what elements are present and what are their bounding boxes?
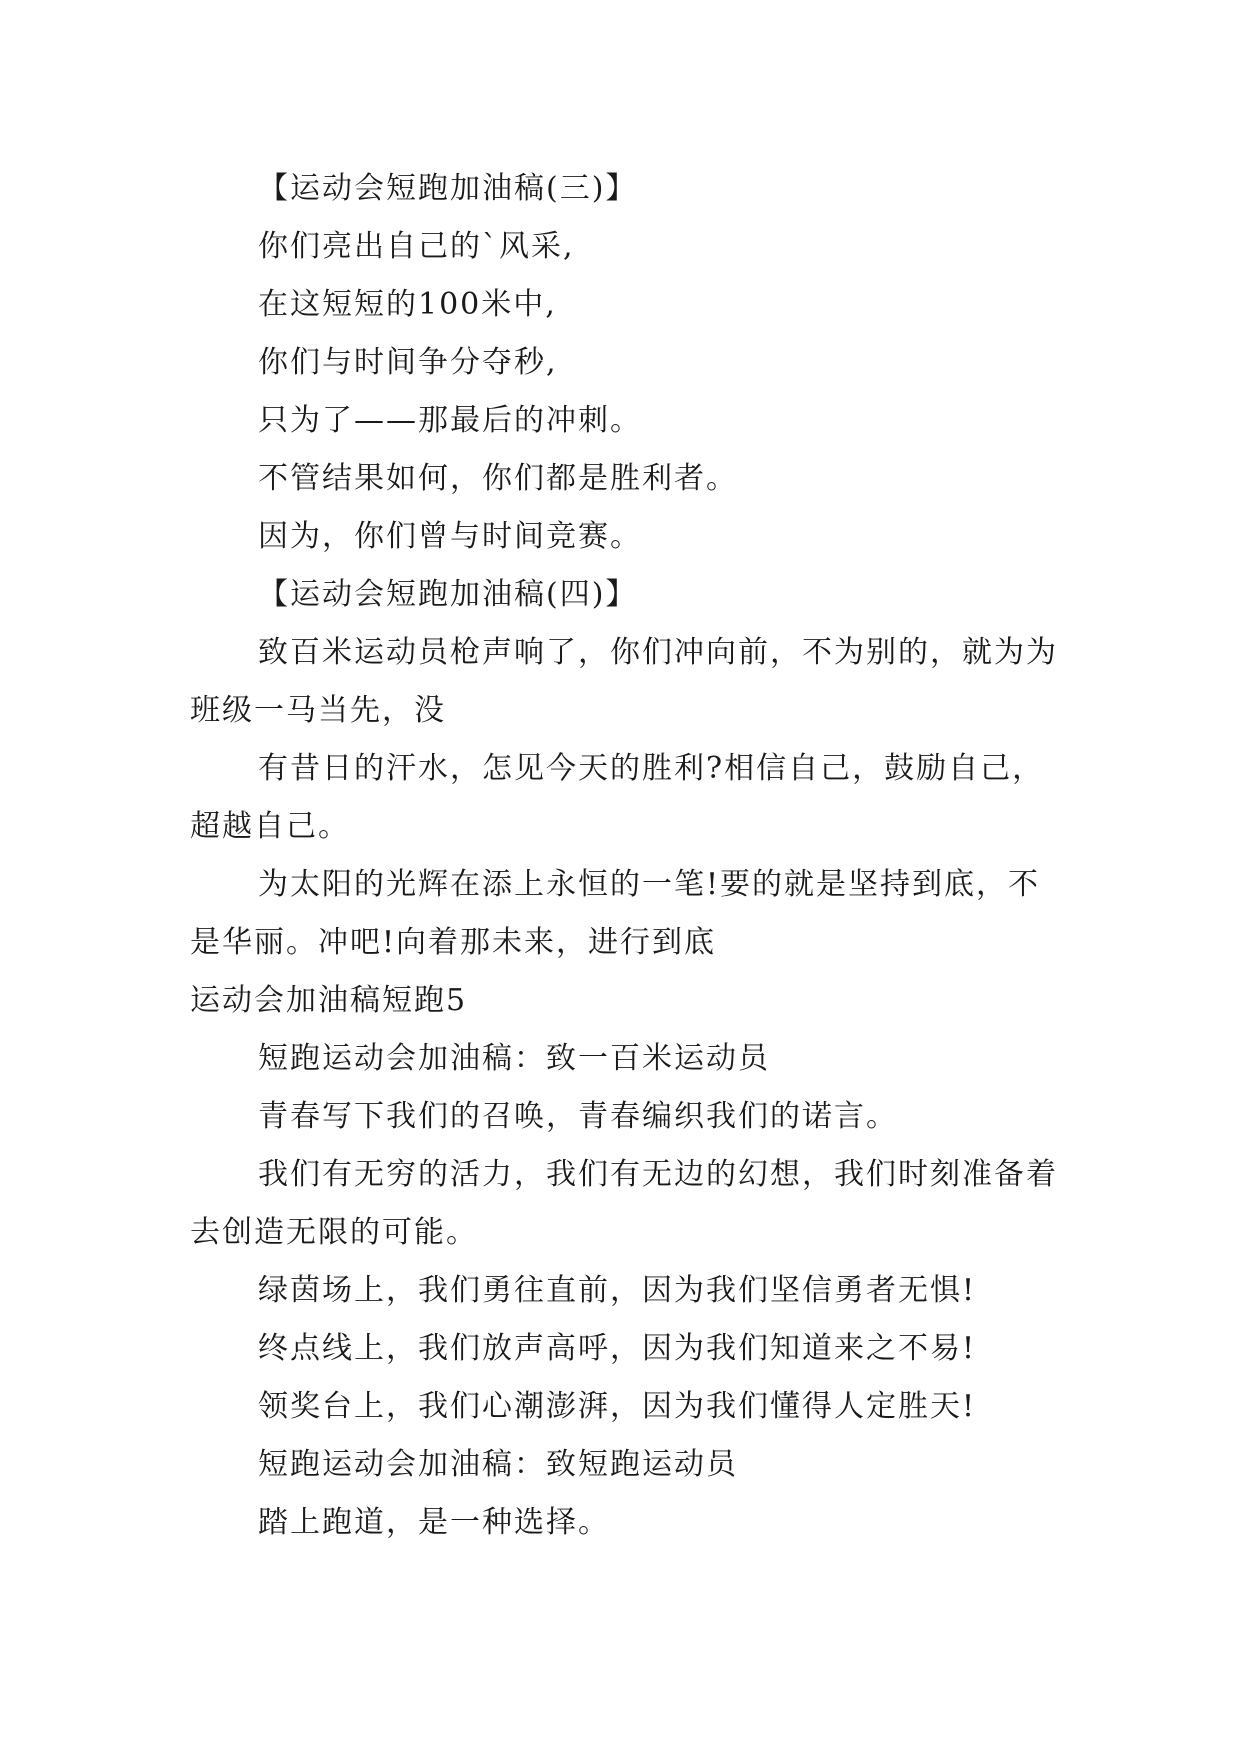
paragraph: 领奖台上，我们心潮澎湃，因为我们懂得人定胜天! [258,1389,977,1424]
paragraph: 短跑运动会加油稿：致短跑运动员 [258,1447,738,1482]
paragraph: 在这短短的100米中, [258,287,557,322]
heading-part-four: 【运动会短跑加油稿(四)】 [258,577,638,612]
paragraph: 你们亮出自己的`风采, [258,229,575,264]
paragraph: 我们有无穷的活力，我们有无边的幻想，我们时刻准备着去创造无限的可能。 [190,1157,1058,1250]
paragraph: 致百米运动员枪声响了，你们冲向前，不为别的，就为为班级一马当先，没 [190,635,1058,728]
heading-part-three: 【运动会短跑加油稿(三)】 [258,171,638,206]
paragraph: 踏上跑道，是一种选择。 [258,1505,610,1540]
document-body [190,160,1060,1552]
paragraph: 你们与时间争分夺秒, [258,345,558,380]
paragraph: 短跑运动会加油稿：致一百米运动员 [258,1041,770,1076]
paragraph: 因为，你们曾与时间竞赛。 [258,519,642,554]
paragraph: 只为了——那最后的冲刺。 [258,403,642,438]
paragraph: 不管结果如何，你们都是胜利者。 [258,461,738,496]
paragraph: 青春写下我们的召唤，青春编织我们的诺言。 [258,1099,898,1134]
section-title: 运动会加油稿短跑5 [190,983,468,1018]
paragraph: 有昔日的汗水，怎见今天的胜利?相信自己，鼓励自己，超越自己。 [190,751,1045,844]
paragraph: 为太阳的光辉在添上永恒的一笔!要的就是坚持到底，不是华丽。冲吧!向着那未来，进行到底 [190,867,1041,960]
paragraph: 终点线上，我们放声高呼，因为我们知道来之不易! [258,1331,977,1366]
paragraph: 绿茵场上，我们勇往直前，因为我们坚信勇者无惧! [258,1273,977,1308]
